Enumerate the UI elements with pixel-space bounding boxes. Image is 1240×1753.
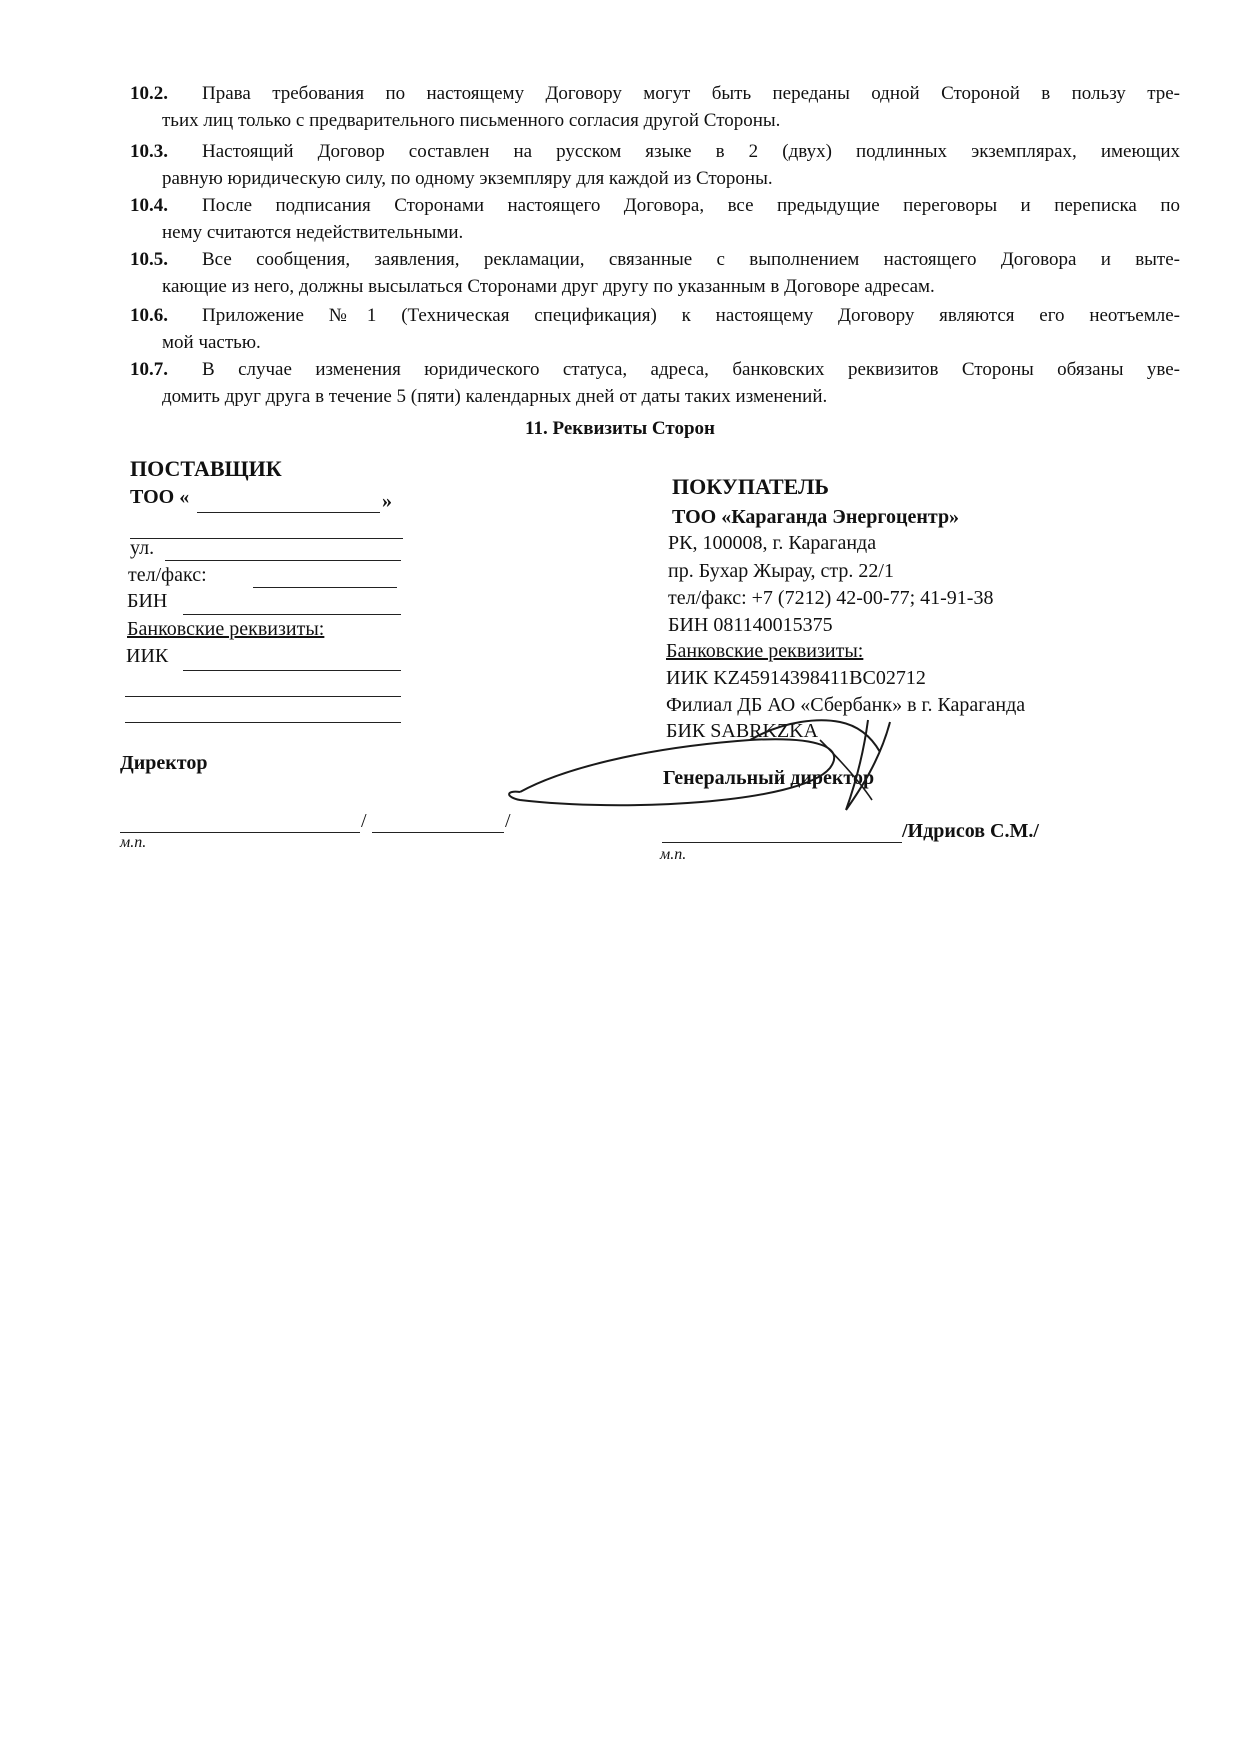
supplier-heading: ПОСТАВЩИК <box>130 456 282 481</box>
clause-line-1: Приложение №1 (Техническая спецификация) к настоящему Договору являются его неотъемле- <box>202 305 1180 326</box>
buyer-address-1: РК, 100008, г. Караганда <box>668 532 877 554</box>
supplier-iik-line <box>183 670 401 671</box>
buyer-bank-label: Банковские реквизиты: <box>666 640 864 662</box>
buyer-signatory: /Идрисов С.М./ <box>902 820 1039 842</box>
clause-number: 10.6. <box>130 305 168 326</box>
supplier-street-line <box>165 560 401 561</box>
supplier-street-label: ул. <box>130 537 155 559</box>
buyer-director-label: Генеральный директор <box>663 767 875 789</box>
buyer-phone: тел/факс: +7 (7212) 42-00-77; 41-91-38 <box>668 587 994 609</box>
supplier-blank-line-3 <box>125 722 401 723</box>
clause-line-2: равную юридическую силу, по одному экземпляру для каждой из Стороны. <box>162 168 773 189</box>
section-title: 11. Реквизиты Сторон <box>525 418 715 439</box>
clause-line-1: В случае изменения юридического статуса, адреса, банковских реквизитов Стороны обязаны уве- <box>202 359 1180 380</box>
supplier-bin-line <box>183 614 401 615</box>
buyer-stamp-label: м.п. <box>660 846 687 863</box>
clause-number: 10.3. <box>130 141 168 162</box>
supplier-company-suffix: » <box>382 490 392 512</box>
clause-line-1: Все сообщения, заявления, рекламации, связанные с выполнением настоящего Договора и выте- <box>202 249 1180 270</box>
clause-number: 10.5. <box>130 249 168 270</box>
supplier-blank-line-2 <box>125 696 401 697</box>
clause-line-2: тьих лиц только с предварительного письменного согласия другой Стороны. <box>162 110 781 131</box>
buyer-address-2: пр. Бухар Жырау, стр. 22/1 <box>668 560 894 582</box>
clause-line-2: мой частью. <box>162 332 261 353</box>
supplier-phone-label: тел/факс: <box>128 564 207 586</box>
supplier-signature-line <box>120 832 360 833</box>
buyer-heading: ПОКУПАТЕЛЬ <box>672 474 829 499</box>
buyer-bin: БИН 081140015375 <box>668 614 833 636</box>
clause-line-2: домить друг друга в течение 5 (пяти) календарных дней от даты таких изменений. <box>162 386 828 407</box>
clause-line-1: Права требования по настоящему Договору могут быть переданы одной Стороной в пользу тре- <box>202 83 1180 104</box>
buyer-branch: Филиал ДБ АО «Сбербанк» в г. Караганда <box>666 694 1026 716</box>
buyer-iik: ИИК KZ45914398411BC02712 <box>666 667 926 689</box>
supplier-signature-slash: / <box>361 810 367 832</box>
handwritten-signature <box>500 700 930 830</box>
buyer-company: ТОО «Караганда Энергоцентр» <box>672 506 960 528</box>
clause-number: 10.7. <box>130 359 168 380</box>
supplier-stamp-label: м.п. <box>120 834 147 851</box>
supplier-bank-label: Банковские реквизиты: <box>127 618 325 640</box>
supplier-company-prefix: ТОО « <box>130 486 190 508</box>
supplier-company-line <box>197 512 380 513</box>
supplier-phone-line <box>253 587 397 588</box>
supplier-blank-line <box>130 538 403 539</box>
buyer-signature-line <box>662 842 902 843</box>
clause-number: 10.2. <box>130 83 168 104</box>
clause-line-2: кающие из него, должны высылаться Сторонами друг другу по указанным в Договоре адресам. <box>162 276 935 297</box>
clause-line-1: После подписания Сторонами настоящего Договора, все предыдущие переговоры и переписка по <box>202 195 1180 216</box>
supplier-director-label: Директор <box>120 752 208 774</box>
supplier-name-slash: / <box>505 810 511 832</box>
supplier-iik-label: ИИК <box>126 645 169 667</box>
supplier-bin-label: БИН <box>127 590 168 612</box>
clause-line-2: нему считаются недействительными. <box>162 222 464 243</box>
clause-number: 10.4. <box>130 195 168 216</box>
supplier-name-line <box>372 832 504 833</box>
clause-line-1: Настоящий Договор составлен на русском языке в 2 (двух) подлинных экземплярах, имеющих <box>202 141 1180 162</box>
buyer-bik: БИК SABRKZKA <box>666 720 819 742</box>
